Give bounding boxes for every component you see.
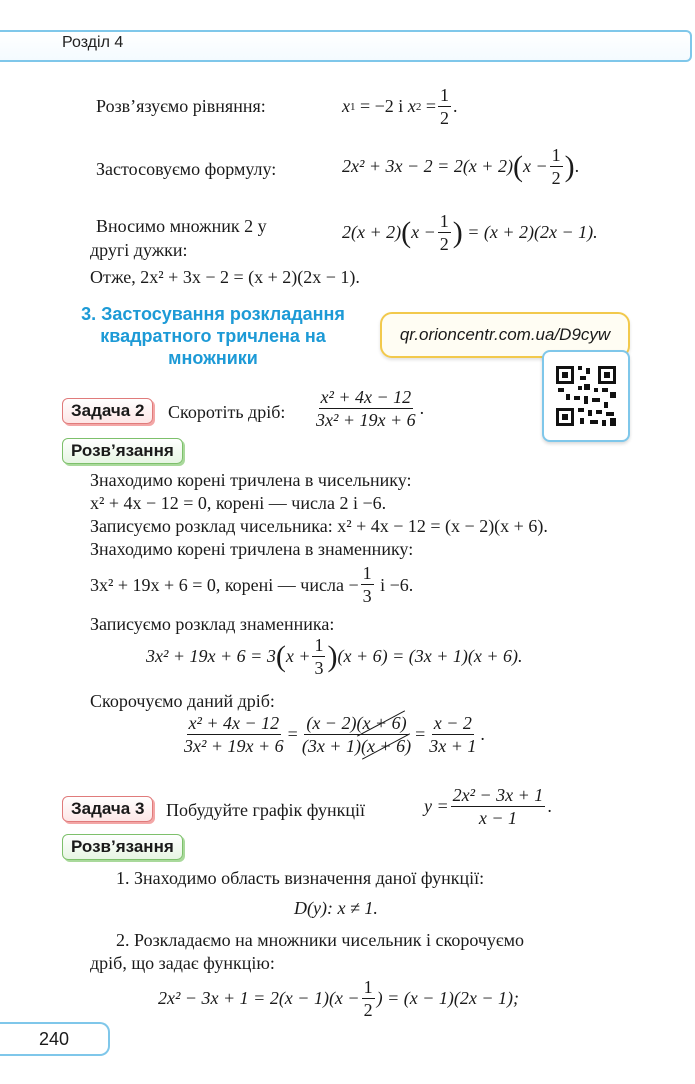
task3-domain: D(y): x ≠ 1. xyxy=(294,898,378,918)
task2-line5: 3x² + 19x + 6 = 0, корені — числа − $\frac{1}{3}$ і −6. xyxy=(90,563,414,606)
task2-reduction: $\frac{\text{x² + 4x − 12}}{\text{3x² + 19x + 6}}$ = $\frac{(x - 2)(x + 6)}{(3x + 1)(x + 6)}$ = $\frac{x - 2}{3x + 1}$ . xyxy=(184,713,485,756)
qr-code[interactable] xyxy=(542,350,630,442)
task3-step1: 1. Знаходимо область визначення даної функції: xyxy=(116,868,485,888)
task2-line4: Знаходимо корені тричлена в знаменнику: xyxy=(90,539,414,559)
task2-line6: Записуємо розклад знаменника: xyxy=(90,614,335,634)
task3-prompt: Побудуйте графік функції xyxy=(166,800,365,820)
qr-code-icon xyxy=(544,352,628,440)
roots-expression: x 1 = −2 і x 2 = $\frac{1}{2}$ . xyxy=(342,85,458,128)
task3-step2-line1: 2. Розкладаємо на множники чисельник і скорочуємо xyxy=(116,930,525,950)
task3-factorization: 2x² − 3x + 1 = 2(x − 1)(x − $\frac{1}{2}$ ) = (x − 1)(2x − 1); xyxy=(158,977,519,1020)
task2-prompt: Скоротіть дріб: xyxy=(168,402,286,422)
therefore-line: Отже, 2x² + 3x − 2 = (x + 2)(2x − 1). xyxy=(90,267,360,287)
qr-link[interactable]: qr.orioncentr.com.ua/D9cyw xyxy=(380,312,630,358)
apply-formula-text: Застосовуємо формулу: xyxy=(96,159,277,179)
factor-expression: 2(x + 2) ( x − $\frac{1}{2}$ ) = (x + 2)(2x − 1). xyxy=(342,211,598,254)
task3-solution-label: Розв’язання xyxy=(62,834,183,860)
task2-line2: x² + 4x − 12 = 0, корені — числа 2 і −6. xyxy=(90,493,387,513)
task2-denominator-factorization: 3x² + 19x + 6 = 3 ( x + $\frac{1}{3}$ ) (x + 6) = (3x + 1)(x + 6). xyxy=(146,635,523,678)
task2-line7: Скорочуємо даний дріб: xyxy=(90,691,275,711)
task2-fraction: $\frac{\text{x² + 4x − 12}}{\text{3x² + 19x + 6}}$ . xyxy=(316,387,425,430)
section-title: 3. Застосування розкладання квадратного тричлена на множники xyxy=(81,304,345,368)
page-number: 240 xyxy=(0,1022,110,1056)
task2-solution-label: Розв’язання xyxy=(62,438,183,464)
task3-function: y = $\frac{\text{2x² − 3x + 1}}{x - 1}$ . xyxy=(424,785,552,828)
task3-label: Задача 3 xyxy=(62,796,153,822)
formula-expression: 2x² + 3x − 2 = 2(x + 2) ( x − $\frac{1}{2}$ ) . xyxy=(342,145,580,188)
solve-equation-text: Розв’язуємо рівняння: xyxy=(96,96,266,116)
task2-label: Задача 2 xyxy=(62,398,153,424)
task2-line3: Записуємо розклад чисельника: x² + 4x − 12 = (x − 2)(x + 6). xyxy=(90,516,548,536)
task3-step2-line2: дріб, що задає функцію: xyxy=(90,953,275,973)
chapter-title: Розділ 4 xyxy=(62,34,124,51)
factor-text-line2: другі дужки: xyxy=(90,240,188,260)
factor-text-line1: Вносимо множник 2 у xyxy=(96,216,267,236)
task2-line1: Знаходимо корені тричлена в чисельнику: xyxy=(90,470,412,490)
